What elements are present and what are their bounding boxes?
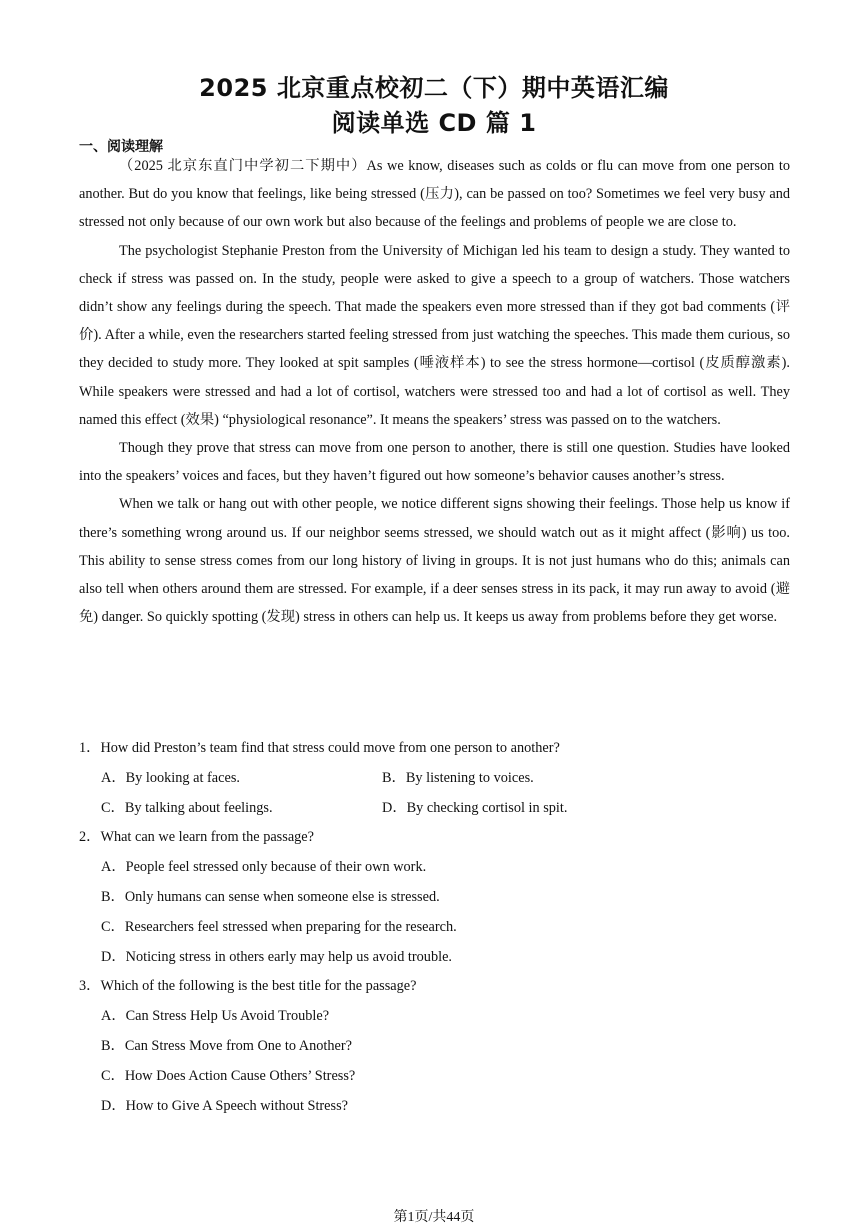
passage-paragraph: The psychologist Stephanie Preston from the University of Michigan led his team to design a study. They wanted to check if stress was passed on. In the study, people were asked to give a speech to a group of watchers. Those watchers didn’t show any feelings during the speech. That made the speakers even more stressed than if they got bad comments (评价). After a while, even the researchers started feeling stressed from just watching the speeches. This made them curious, so they decided to study more. They looked at spit samples (唾液样本) to see the stress hormone—cortisol (皮质醇激素). While speakers were stressed and had a lot of cortisol, watchers were stressed too and had a lot of cortisol as well. They named this effect (效果) “physiological resonance”. It means the speakers’ stress was passed on to the watchers. xyxy=(79,242,790,428)
question-3-option-a[interactable]: A．Can Stress Help Us Avoid Trouble? xyxy=(101,1008,330,1024)
page-title-line-1: 2025 北京重点校初二（下）期中英语汇编 xyxy=(199,74,669,102)
passage-paragraph: Though they prove that stress can move from one person to another, there is still one question. Studies have looked into the speakers’ voices and faces, but they haven’t figured out how someone’s behavior causes another’s stress. xyxy=(79,440,790,485)
question-3-option-d[interactable]: D．How to Give A Speech without Stress? xyxy=(101,1098,348,1114)
question-1-stem: 1．How did Preston’s team find that stress could move from one person to another? xyxy=(79,740,560,756)
reading-passage xyxy=(79,152,790,631)
question-2-stem: 2．What can we learn from the passage? xyxy=(79,829,314,845)
question-2-option-d[interactable]: D．Noticing stress in others early may help us avoid trouble. xyxy=(101,949,452,965)
page-number: 第1页/共44页 xyxy=(393,1210,475,1225)
section-heading: 一、阅读理解 xyxy=(79,139,163,155)
question-3-stem: 3．Which of the following is the best title for the passage? xyxy=(79,978,417,994)
passage-paragraph: （2025 北京东直门中学初二下期中）As we know, diseases such as colds or flu can move from one person to another. But do you know that feelings, like being stressed (压力), can be passed on too? Sometimes we feel very busy and stressed not only because of our own work but also because of the feelings and problems of people we are close to. xyxy=(79,158,790,231)
question-1-option-d[interactable]: D．By checking cortisol in spit. xyxy=(382,800,568,816)
question-1-option-b[interactable]: B．By listening to voices. xyxy=(382,770,534,786)
question-2-option-a[interactable]: A．People feel stressed only because of their own work. xyxy=(101,859,427,875)
question-3-option-b[interactable]: B．Can Stress Move from One to Another? xyxy=(101,1038,352,1054)
passage-paragraph: When we talk or hang out with other people, we notice different signs showing their feelings. Those help us know if there’s something wrong around us. If our neighbor seems stressed, we should watch out as it might affect (影响) us too. This ability to sense stress comes from our long history of living in groups. It is not just humans who do this; animals can also tell when others around them are stressed. For example, if a deer senses stress in its pack, it may run away to avoid (避免) danger. So quickly spotting (发现) stress in others can help us. It keeps us away from problems before they get worse. xyxy=(79,496,790,626)
question-2-option-b[interactable]: B．Only humans can sense when someone else is stressed. xyxy=(101,889,440,905)
question-1-option-a[interactable]: A．By looking at faces. xyxy=(101,770,240,786)
page-title-line-2: 阅读单选 CD 篇 1 xyxy=(331,109,537,137)
question-1-option-c[interactable]: C．By talking about feelings. xyxy=(101,800,273,816)
question-2-option-c[interactable]: C．Researchers feel stressed when preparing for the research. xyxy=(101,919,457,935)
question-3-option-c[interactable]: C．How Does Action Cause Others’ Stress? xyxy=(101,1068,356,1084)
